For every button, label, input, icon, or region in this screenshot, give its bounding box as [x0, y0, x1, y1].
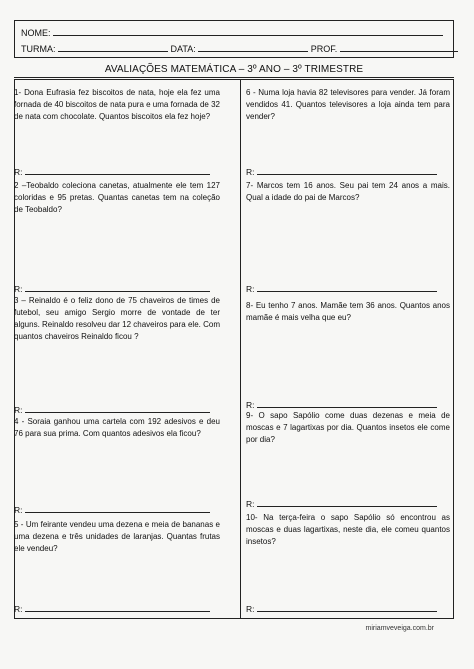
teacher-label: PROF. [310, 44, 338, 54]
answer-6-label: R: [246, 167, 255, 177]
question-1: 1- Dona Eufrasia fez biscoitos de nata, hoje ela fez uma fornada de 40 biscoitos de nata pura e uma fornada de 32 de nata com chocolate. Quantos biscoitos ela fez hoje? [14, 88, 220, 121]
answer-9 [246, 499, 437, 509]
answer-1 [14, 167, 210, 177]
answer-1-label: R: [14, 167, 23, 177]
question-7: 7- Marcos tem 16 anos. Seu pai tem 24 anos a mais. Qual a idade do pai de Marcos? [246, 181, 450, 202]
answer-3-field[interactable] [25, 405, 210, 413]
date-label: DATA: [170, 44, 196, 54]
class-label: TURMA: [21, 44, 56, 54]
title-divider [14, 77, 454, 78]
answer-6 [246, 167, 437, 177]
answer-3 [14, 405, 210, 415]
question-8: 8- Eu tenho 7 anos. Mamãe tem 36 anos. Quantos anos mamãe é mais velha que eu? [246, 301, 450, 322]
answer-4-label: R: [14, 505, 23, 515]
answer-6-field[interactable] [257, 167, 437, 175]
question-5: 5 - Um feirante vendeu uma dezena e meia de bananas e uma dezena e três unidades de laranjas. Quantas frutas ele vendeu? [14, 520, 220, 553]
question-2: 2 –Teobaldo coleciona canetas, atualmente ele tem 127 coloridas e 95 pretas. Quantas canetas tem na coleção de Teobaldo? [14, 181, 220, 214]
answer-2-label: R: [14, 284, 23, 294]
answer-9-label: R: [246, 499, 255, 509]
answer-5-label: R: [14, 604, 23, 614]
answer-3-label: R: [14, 405, 23, 415]
answer-7-label: R: [246, 284, 255, 294]
footer-website: miriamveveiga.com.br [365, 625, 434, 632]
name-line [21, 27, 443, 38]
answer-8-label: R: [246, 400, 255, 410]
teacher-field[interactable] [340, 43, 458, 52]
answer-4-field[interactable] [25, 505, 210, 513]
answer-8 [246, 400, 437, 410]
answer-5-field[interactable] [25, 604, 210, 612]
name-label: NOME: [21, 28, 51, 38]
worksheet-title: AVALIAÇÕES MATEMÁTICA – 3º ANO – 3º TRIMESTRE [104, 64, 364, 75]
class-field[interactable] [58, 43, 168, 52]
question-4: 4 - Soraia ganhou uma cartela com 192 adesivos e deu 76 para sua prima. Com quantos adesivos ela ficou? [14, 417, 220, 438]
question-10: 10- Na terça-feira o sapo Sapólio só encontrou as moscas e duas lagartixas, neste dia, ele comeu quantos insetos? [246, 513, 450, 546]
answer-8-field[interactable] [257, 400, 437, 408]
answer-5 [14, 604, 210, 614]
student-info-box [14, 20, 454, 58]
question-9: 9- O sapo Sapólio come duas dezenas e meia de moscas e 7 lagartixas por dia. Quantos insetos ele come por dia? [246, 411, 450, 444]
answer-1-field[interactable] [25, 167, 210, 175]
answer-2-field[interactable] [25, 284, 210, 292]
answer-7 [246, 284, 437, 294]
answer-9-field[interactable] [257, 499, 437, 507]
answer-10 [246, 604, 437, 614]
date-field[interactable] [198, 43, 308, 52]
column-divider [240, 80, 241, 618]
question-3: 3 – Reinaldo é o feliz dono de 75 chaveiros de times de futebol, seu amigo Sergio morre de vontade de ter alguns. Reinaldo resolveu dar 12 chaveiros para ele. Com quantos chaveiros Reinaldo ficou ? [14, 296, 220, 341]
question-6: 6 - Numa loja havia 82 televisores para vender. Já foram vendidos 41. Quantos televisores a loja ainda tem para vender? [246, 88, 450, 121]
answer-10-label: R: [246, 604, 255, 614]
name-field[interactable] [53, 27, 443, 36]
answer-10-field[interactable] [257, 604, 437, 612]
answer-7-field[interactable] [257, 284, 437, 292]
class-date-teacher-line [21, 43, 458, 54]
answer-2 [14, 284, 210, 294]
answer-4 [14, 505, 210, 515]
